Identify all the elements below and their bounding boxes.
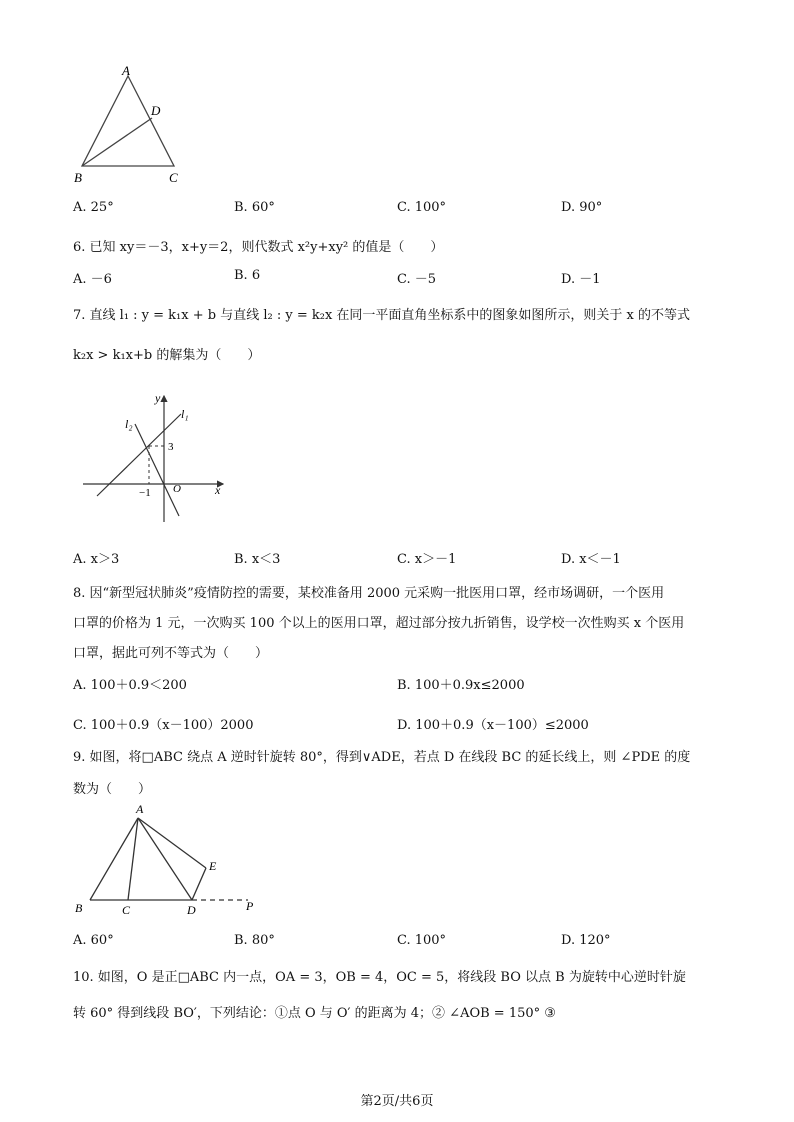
q7-option-a[interactable]: A. x＞3 bbox=[73, 552, 120, 567]
q6-option-d[interactable]: D. －1 bbox=[561, 272, 601, 287]
segment-ac bbox=[128, 818, 138, 900]
rotation-figure-q9 bbox=[70, 800, 270, 925]
q7-option-b[interactable]: B. x＜3 bbox=[234, 552, 281, 567]
origin-label: O bbox=[173, 483, 181, 495]
triangle-figure-q5 bbox=[70, 60, 190, 190]
q9-option-a[interactable]: A. 60° bbox=[73, 933, 114, 948]
q10-stem-line1: 10. 如图，O 是正□ABC 内一点，OA = 3，OB = 4，OC = 5，将线段 BO 以点 B 为旋转中心逆时针旋 bbox=[73, 970, 686, 985]
y-tick-label: 3 bbox=[168, 441, 174, 453]
q9-option-b[interactable]: B. 80° bbox=[234, 933, 275, 948]
label-c: C bbox=[169, 170, 178, 185]
q5-option-d[interactable]: D. 90° bbox=[561, 200, 603, 215]
q5-option-c[interactable]: C. 100° bbox=[397, 200, 447, 215]
q9-option-c[interactable]: C. 100° bbox=[397, 933, 447, 948]
q5-option-b[interactable]: B. 60° bbox=[234, 200, 275, 215]
label-c: C bbox=[122, 903, 131, 917]
label-b: B bbox=[74, 170, 82, 185]
q10-stem-line2: 转 60° 得到线段 BO′，下列结论：①点 O 与 O′ 的距离为 4；② ∠AOB = 150° ③ bbox=[73, 1006, 556, 1021]
q7-stem-line1: 7. 直线 l₁ : y = k₁x + b 与直线 l₂ : y = k₂x 在同一平面直角坐标系中的图象如图所示，则关于 x 的不等式 bbox=[73, 308, 691, 323]
label-d: D bbox=[187, 903, 196, 917]
label-p: P bbox=[246, 899, 254, 913]
q7-option-d[interactable]: D. x＜－1 bbox=[561, 552, 621, 567]
line-l2-label: l₂ bbox=[125, 417, 133, 431]
x-tick-label: −1 bbox=[139, 487, 151, 499]
graph-figure-q7 bbox=[75, 388, 235, 528]
segment-ae bbox=[138, 818, 206, 868]
line-l1-label: l₁ bbox=[181, 407, 189, 421]
q9-stem-line1: 9. 如图，将□ABC 绕点 A 逆时针旋转 80°，得到∨ADE，若点 D 在线段 BC 的延长线上，则 ∠PDE 的度 bbox=[73, 750, 691, 765]
label-a: A bbox=[136, 802, 144, 816]
q9-option-d[interactable]: D. 120° bbox=[561, 933, 611, 948]
q6-stem: 6. 已知 xy＝－3，x+y＝2，则代数式 x²y+xy² 的值是（ ） bbox=[73, 240, 444, 255]
x-axis-label: x bbox=[215, 483, 221, 497]
q7-option-c[interactable]: C. x＞－1 bbox=[397, 552, 457, 567]
q8-stem-line1: 8. 因“新型冠状肺炎”疫情防控的需要，某校准备用 2000 元采购一批医用口罩，经市场调研，一个医用 bbox=[73, 586, 665, 601]
q6-option-c[interactable]: C. －5 bbox=[397, 272, 437, 287]
q5-option-a[interactable]: A. 25° bbox=[73, 200, 114, 215]
label-e: E bbox=[209, 859, 217, 873]
q8-stem-line3: 口罩，据此可列不等式为（ ） bbox=[73, 646, 269, 661]
page-footer: 第2页/共6页 bbox=[360, 1094, 434, 1109]
q8-option-d[interactable]: D. 100＋0.9（x－100）≤2000 bbox=[397, 718, 589, 733]
label-a: A bbox=[122, 63, 130, 78]
segment-ad bbox=[138, 818, 192, 900]
segment-de bbox=[192, 868, 206, 900]
label-b: B bbox=[75, 901, 83, 915]
q6-option-b[interactable]: B. 6 bbox=[234, 268, 261, 283]
triangle-abc bbox=[82, 76, 174, 166]
segment-bd bbox=[82, 118, 152, 166]
segment-ab bbox=[90, 818, 138, 900]
label-d: D bbox=[151, 103, 161, 118]
q8-option-b[interactable]: B. 100＋0.9x≤2000 bbox=[397, 678, 525, 693]
q8-option-c[interactable]: C. 100＋0.9（x－100）2000 bbox=[73, 718, 254, 733]
q8-stem-line2: 口罩的价格为 1 元，一次购买 100 个以上的医用口罩，超过部分按九折销售，设学校一次性购买 x 个医用 bbox=[73, 616, 685, 631]
y-axis-label: y bbox=[155, 391, 161, 405]
q7-stem-line2: k₂x > k₁x+b 的解集为（ ） bbox=[73, 348, 261, 363]
q6-option-a[interactable]: A. －6 bbox=[73, 272, 112, 287]
q8-option-a[interactable]: A. 100＋0.9＜200 bbox=[73, 678, 187, 693]
q9-stem-line2: 数为（ ） bbox=[73, 782, 152, 797]
